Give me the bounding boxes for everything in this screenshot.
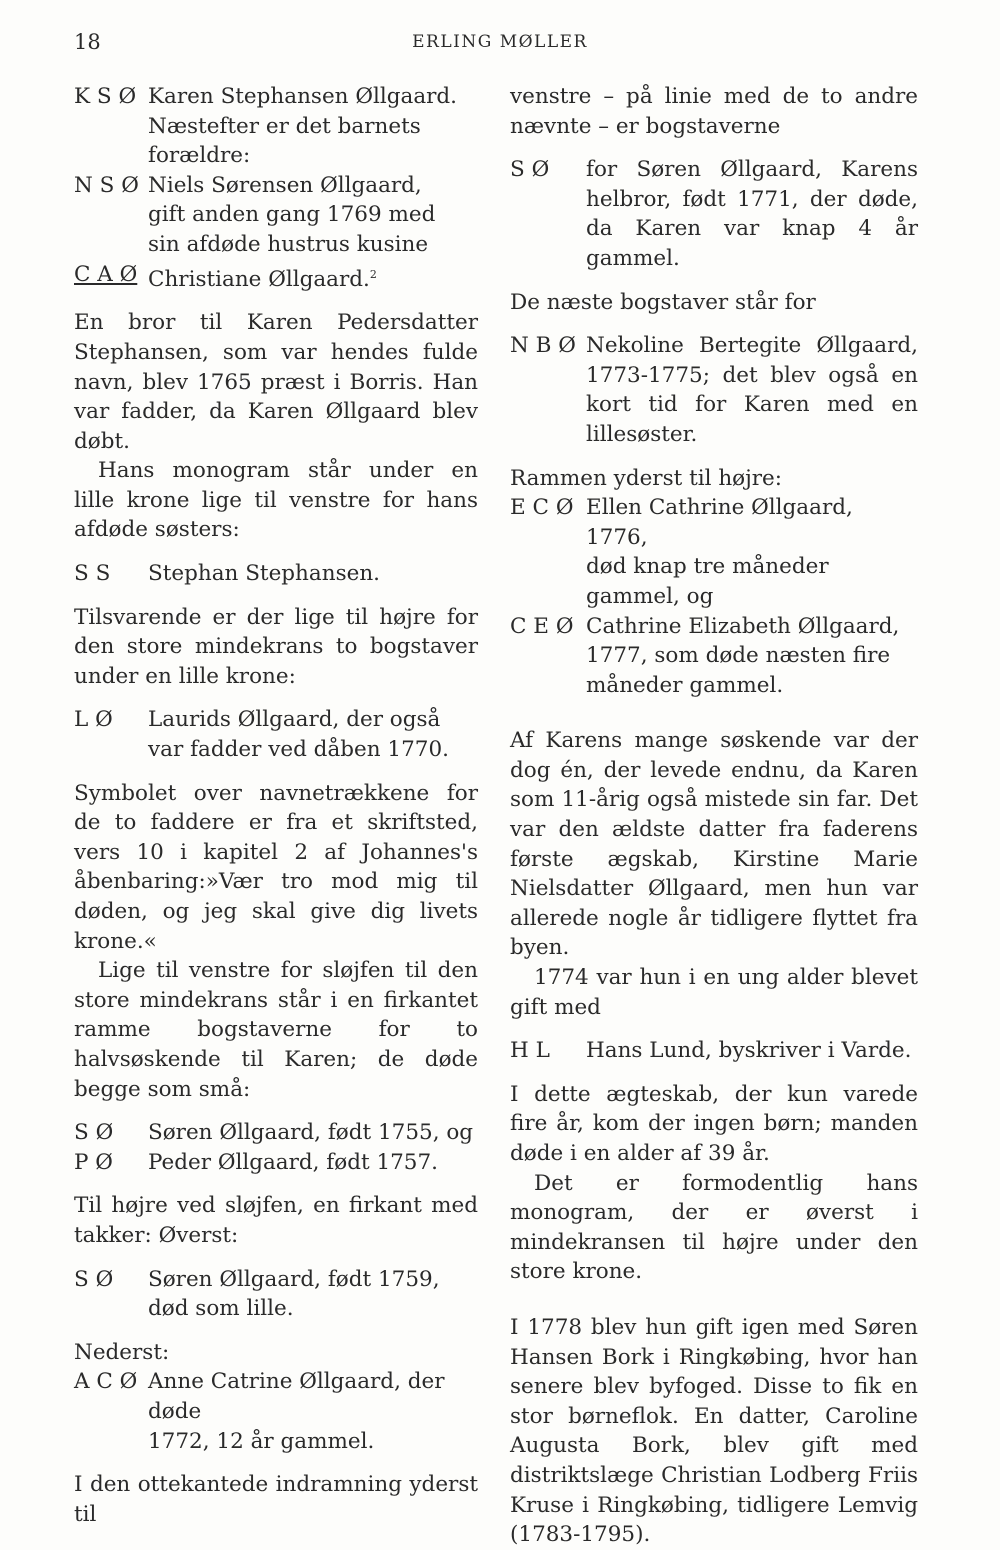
monogram-entry	[510, 493, 918, 552]
monogram-entry	[74, 82, 478, 112]
monogram-name: Søren Øllgaard, født 1759,	[148, 1266, 440, 1292]
monogram-name: Ellen Cathrine Øllgaard, 1776,	[586, 495, 853, 550]
page-number: 18	[74, 30, 101, 54]
monogram-entry	[74, 559, 478, 589]
paragraph: I 1778 blev hun gift igen med Søren Hansen Bork i Ringkøbing, hvor han senere blev byfoged. Disse to fik en stor børneflok. En datter, Caroline Augusta Bork, blev gift med distriktslæge Christian Lodberg Friis Kruse i Ringkøbing, tidligere Lemvig (1783-1795).	[510, 1314, 918, 1548]
monogram-text: for Søren Øllgaard, Karens helbror, født 1771, der døde, da Karen var knap 4 år gammel.	[586, 157, 918, 271]
left-column	[74, 82, 478, 1529]
paragraph: De næste bogstaver står for	[510, 289, 816, 315]
text-line: død knap tre måneder gammel, og	[586, 554, 829, 609]
text-line: Næstefter er det barnets forældre:	[148, 113, 421, 169]
text-line: var fadder ved dåben 1770.	[148, 737, 449, 763]
paragraph: Nederst:	[74, 1339, 170, 1365]
monogram-entry	[74, 705, 478, 735]
monogram-entry	[74, 1294, 478, 1324]
monogram-entry	[510, 612, 918, 642]
monogram-key: S Ø	[510, 157, 550, 183]
paragraph: I den ottekantede indramning yderst til	[74, 1472, 478, 1527]
monogram-key: L Ø	[74, 707, 113, 733]
monogram-entry	[74, 200, 478, 230]
monogram-key: N B Ø	[510, 333, 576, 359]
text-line: død som lille.	[148, 1296, 294, 1322]
paragraph: Tilsvarende er der lige til højre for den store mindekrans to bogstaver under en lille krone:	[74, 604, 478, 689]
monogram-entry	[74, 230, 478, 260]
paragraph: Af Karens mange søskende var der dog én, der levede endnu, da Karen som 11-årig også mistede sin far. Det var den ældste datter fra faderens første ægskab, Kirstine Marie Nielsdatter Øllgaard, men hun var allerede nogle år tidligere flyttet fra byen.	[510, 728, 918, 961]
footnote-marker: 2	[369, 267, 377, 281]
monogram-name: Stephan Stephansen.	[148, 561, 381, 587]
text-line: gift anden gang 1769 med	[148, 202, 436, 228]
paragraph: 1774 var hun i en ung alder blevet gift med	[510, 965, 918, 1020]
monogram-key: P Ø	[74, 1149, 113, 1175]
monogram-entry	[510, 155, 918, 273]
monogram-name: Anne Catrine Øllgaard, der døde	[148, 1369, 445, 1424]
paragraph: Til højre ved sløjfen, en firkant med takker: Øverst:	[74, 1193, 478, 1248]
monogram-entry	[510, 552, 918, 611]
right-column	[510, 82, 918, 1550]
monogram-entry	[74, 1367, 478, 1426]
monogram-key: E C Ø	[510, 495, 574, 521]
monogram-name: Niels Sørensen Øllgaard,	[148, 172, 422, 198]
monogram-key: A C Ø	[74, 1369, 138, 1395]
monogram-entry	[74, 735, 478, 765]
text-line: sin afdøde hustrus kusine	[148, 231, 429, 257]
monogram-entry	[74, 171, 478, 201]
monogram-key: N S Ø	[74, 172, 139, 198]
monogram-entry	[510, 641, 918, 671]
paragraph: venstre – på linie med de to andre nævnte – er bogstaverne	[510, 84, 918, 139]
paragraph: I dette ægteskab, der kun varede fire år, kom der ingen børn; manden døde i en alder af 39 år.	[510, 1081, 918, 1166]
monogram-name: Hans Lund, byskriver i Varde.	[586, 1038, 912, 1064]
monogram-name: Laurids Øllgaard, der også	[148, 707, 441, 733]
monogram-name: Søren Øllgaard, født 1755, og	[148, 1120, 474, 1146]
text-line: 1777, som døde næsten fire	[586, 643, 891, 669]
paragraph: Symbolet over navnetrækkene for de to faddere er fra et skriftsted, vers 10 i kapitel 2 af Johannes's åbenbaring:»Vær tro mod mig til døden, og jeg skal give dig livets krone.«	[74, 780, 478, 954]
monogram-key: H L	[510, 1038, 550, 1064]
monogram-key: S S	[74, 561, 111, 587]
monogram-entry	[510, 331, 918, 449]
monogram-key: S Ø	[74, 1120, 114, 1146]
monogram-text: Nekoline Bertegite Øllgaard, 1773-1775; det blev også en kort tid for Karen med en lillesøster.	[586, 333, 918, 447]
monogram-key: S Ø	[74, 1266, 114, 1292]
paragraph: Hans monogram står under en lille krone lige til venstre for hans afdøde søsters:	[74, 458, 478, 543]
running-head: ERLING MØLLER	[412, 32, 588, 52]
monogram-entry	[510, 1036, 918, 1066]
paragraph: Lige til venstre for sløjfen til den store mindekrans står i en firkantet ramme bogstaverne for to halvsøskende til Karen; de døde begge som små:	[74, 958, 478, 1102]
monogram-entry	[74, 1148, 478, 1178]
monogram-name: Peder Øllgaard, født 1757.	[148, 1149, 438, 1175]
monogram-entry	[74, 1118, 478, 1148]
monogram-entry	[74, 1265, 478, 1295]
monogram-key: K S Ø	[74, 84, 137, 109]
text-line: 1772, 12 år gammel.	[148, 1428, 375, 1454]
monogram-name: Cathrine Elizabeth Øllgaard,	[586, 613, 900, 639]
paragraph: En bror til Karen Pedersdatter Stephansen, som var hendes fulde navn, blev 1765 præst i Borris. Han var fadder, da Karen Øllgaard blev døbt.	[74, 310, 478, 454]
monogram-key: C A Ø	[74, 261, 138, 287]
monogram-entry	[74, 260, 478, 295]
monogram-key: C E Ø	[510, 613, 574, 639]
monogram-entry	[74, 1427, 478, 1457]
monogram-entry	[510, 671, 918, 701]
text-line: måneder gammel.	[586, 672, 784, 698]
monogram-name: Karen Stephansen Øllgaard.	[148, 84, 458, 109]
paragraph: Det er formodentlig hans monogram, der er øverst i mindekransen til højre under den store krone.	[510, 1170, 918, 1285]
monogram-name: Christiane Øllgaard.	[148, 266, 370, 292]
paragraph: Rammen yderst til højre:	[510, 465, 783, 491]
monogram-entry	[74, 112, 478, 171]
